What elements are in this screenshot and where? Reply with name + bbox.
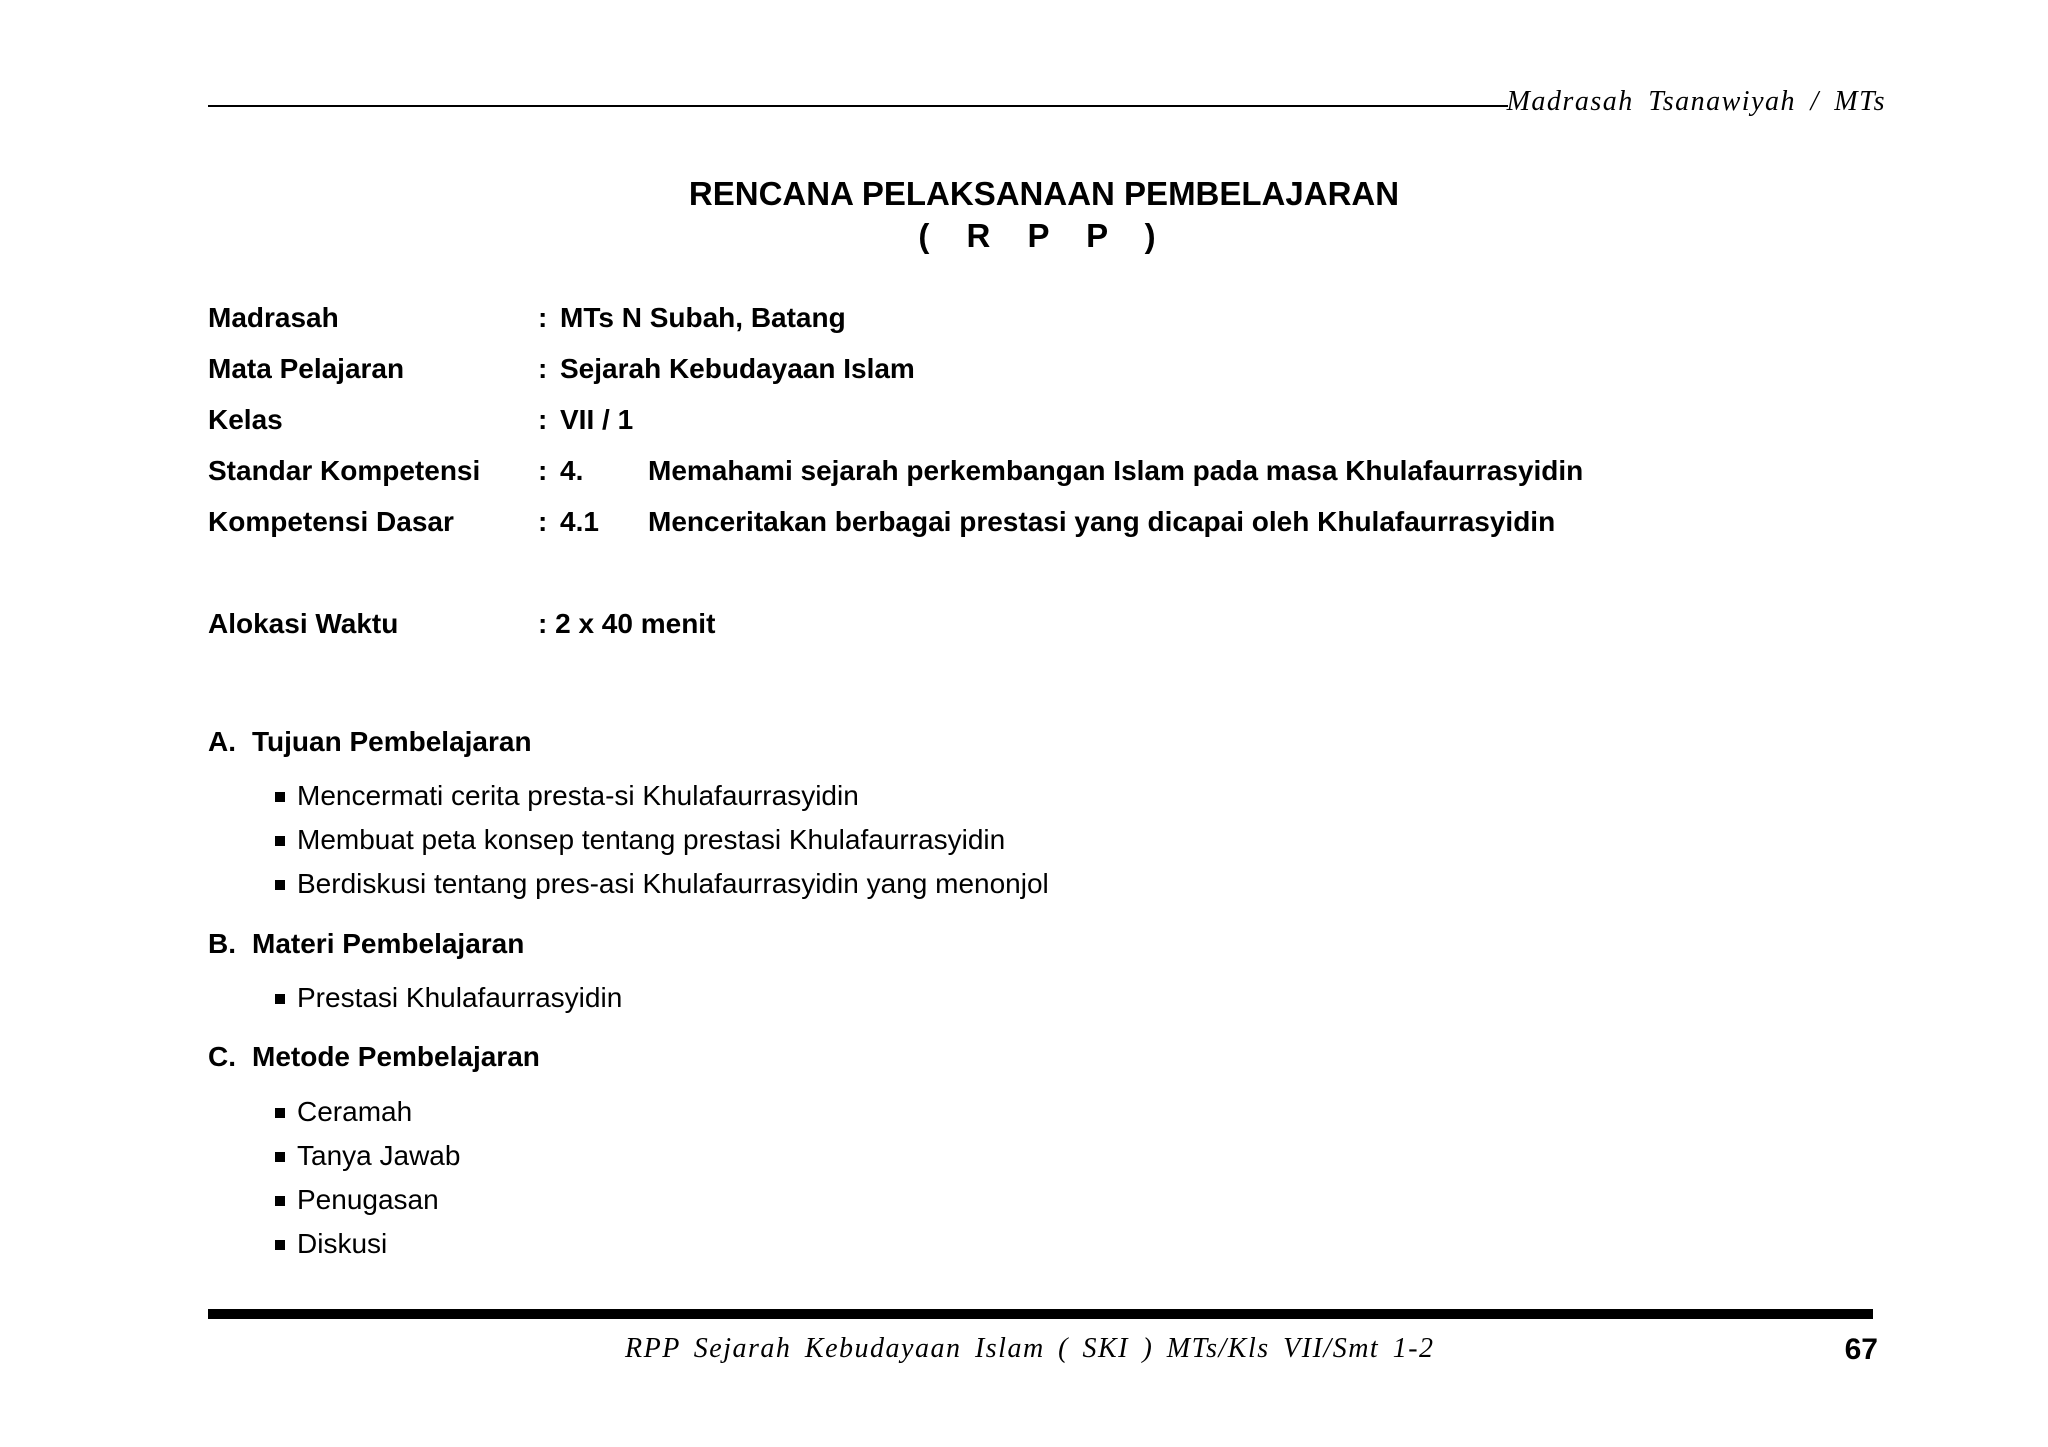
info-label: Mata Pelajaran xyxy=(208,353,405,384)
running-footer: RPP Sejarah Kebudayaan Islam ( SKI ) MTs/Kls VII/Smt 1-2 xyxy=(625,1333,1435,1364)
info-label: Alokasi Waktu xyxy=(208,608,399,639)
title-sub: ( R P P ) xyxy=(918,217,1170,254)
square-bullet-icon xyxy=(275,880,285,890)
info-number: 4.1 xyxy=(560,506,599,537)
info-separator: : xyxy=(538,404,548,435)
footer-rule xyxy=(208,1309,1873,1319)
info-value: MTs N Subah, Batang xyxy=(560,302,846,333)
info-kelas xyxy=(208,404,1608,444)
info-label: Standar Kompetensi xyxy=(208,455,481,486)
square-bullet-icon xyxy=(275,792,285,802)
info-number: 4. xyxy=(560,455,584,486)
square-bullet-icon xyxy=(275,994,285,1004)
section-b-list xyxy=(275,982,622,1026)
header-rule xyxy=(208,105,1508,107)
section-title: Metode Pembelajaran xyxy=(252,1041,540,1072)
square-bullet-icon xyxy=(275,1108,285,1118)
list-item-text: Penugasan xyxy=(297,1184,439,1215)
info-separator: : xyxy=(538,302,548,333)
title-main: RENCANA PELAKSANAAN PEMBELAJARAN xyxy=(688,175,1400,212)
info-value: Sejarah Kebudayaan Islam xyxy=(560,353,915,384)
section-b-heading xyxy=(208,928,524,960)
info-kompetensi-dasar xyxy=(208,506,1908,546)
info-alokasi-waktu xyxy=(208,608,1608,648)
section-letter: B. xyxy=(208,928,236,959)
section-title: Tujuan Pembelajaran xyxy=(252,726,532,757)
list-item xyxy=(275,982,622,1026)
list-item-text: Ceramah xyxy=(297,1096,413,1127)
list-item-text: Prestasi Khulafaurrasyidin xyxy=(297,982,623,1013)
info-label: Madrasah xyxy=(208,302,339,333)
list-item xyxy=(275,1228,460,1272)
square-bullet-icon xyxy=(275,1196,285,1206)
section-c-list xyxy=(275,1096,460,1272)
list-item xyxy=(275,1096,460,1140)
section-a-list xyxy=(275,780,1049,912)
section-title: Materi Pembelajaran xyxy=(252,928,525,959)
info-label: Kompetensi Dasar xyxy=(208,506,454,537)
info-label: Kelas xyxy=(208,404,283,435)
section-a-heading xyxy=(208,726,532,758)
info-separator: : xyxy=(538,353,548,384)
page-number: 67 xyxy=(1844,1333,1878,1366)
square-bullet-icon xyxy=(275,836,285,846)
list-item-text: Mencermati cerita presta-si Khulafaurrasyidin xyxy=(297,780,859,811)
list-item xyxy=(275,1184,460,1228)
running-header: Madrasah Tsanawiyah / MTs xyxy=(1506,86,1886,117)
list-item xyxy=(275,780,1049,824)
list-item-text: Diskusi xyxy=(297,1228,388,1259)
info-value: VII / 1 xyxy=(560,404,634,435)
info-madrasah xyxy=(208,302,1608,342)
info-text: Memahami sejarah perkembangan Islam pada masa Khulafaurrasyidin xyxy=(648,455,1584,486)
list-item xyxy=(275,868,1049,912)
list-item xyxy=(275,824,1049,868)
info-mata-pelajaran xyxy=(208,353,1608,393)
info-separator: : xyxy=(538,455,548,486)
section-c-heading xyxy=(208,1041,540,1073)
square-bullet-icon xyxy=(275,1240,285,1250)
info-separator: : xyxy=(538,506,548,537)
section-letter: A. xyxy=(208,726,236,757)
list-item-text: Membuat peta konsep tentang prestasi Khulafaurrasyidin xyxy=(297,824,1006,855)
list-item-text: Tanya Jawab xyxy=(297,1140,461,1171)
info-value: : 2 x 40 menit xyxy=(538,608,716,639)
list-item xyxy=(275,1140,460,1184)
info-text: Menceritakan berbagai prestasi yang dicapai oleh Khulafaurrasyidin xyxy=(648,506,1556,537)
document-title xyxy=(0,173,2048,257)
square-bullet-icon xyxy=(275,1152,285,1162)
section-letter: C. xyxy=(208,1041,236,1072)
list-item-text: Berdiskusi tentang pres-asi Khulafaurrasyidin yang menonjol xyxy=(297,868,1049,899)
info-standar-kompetensi xyxy=(208,455,1908,495)
